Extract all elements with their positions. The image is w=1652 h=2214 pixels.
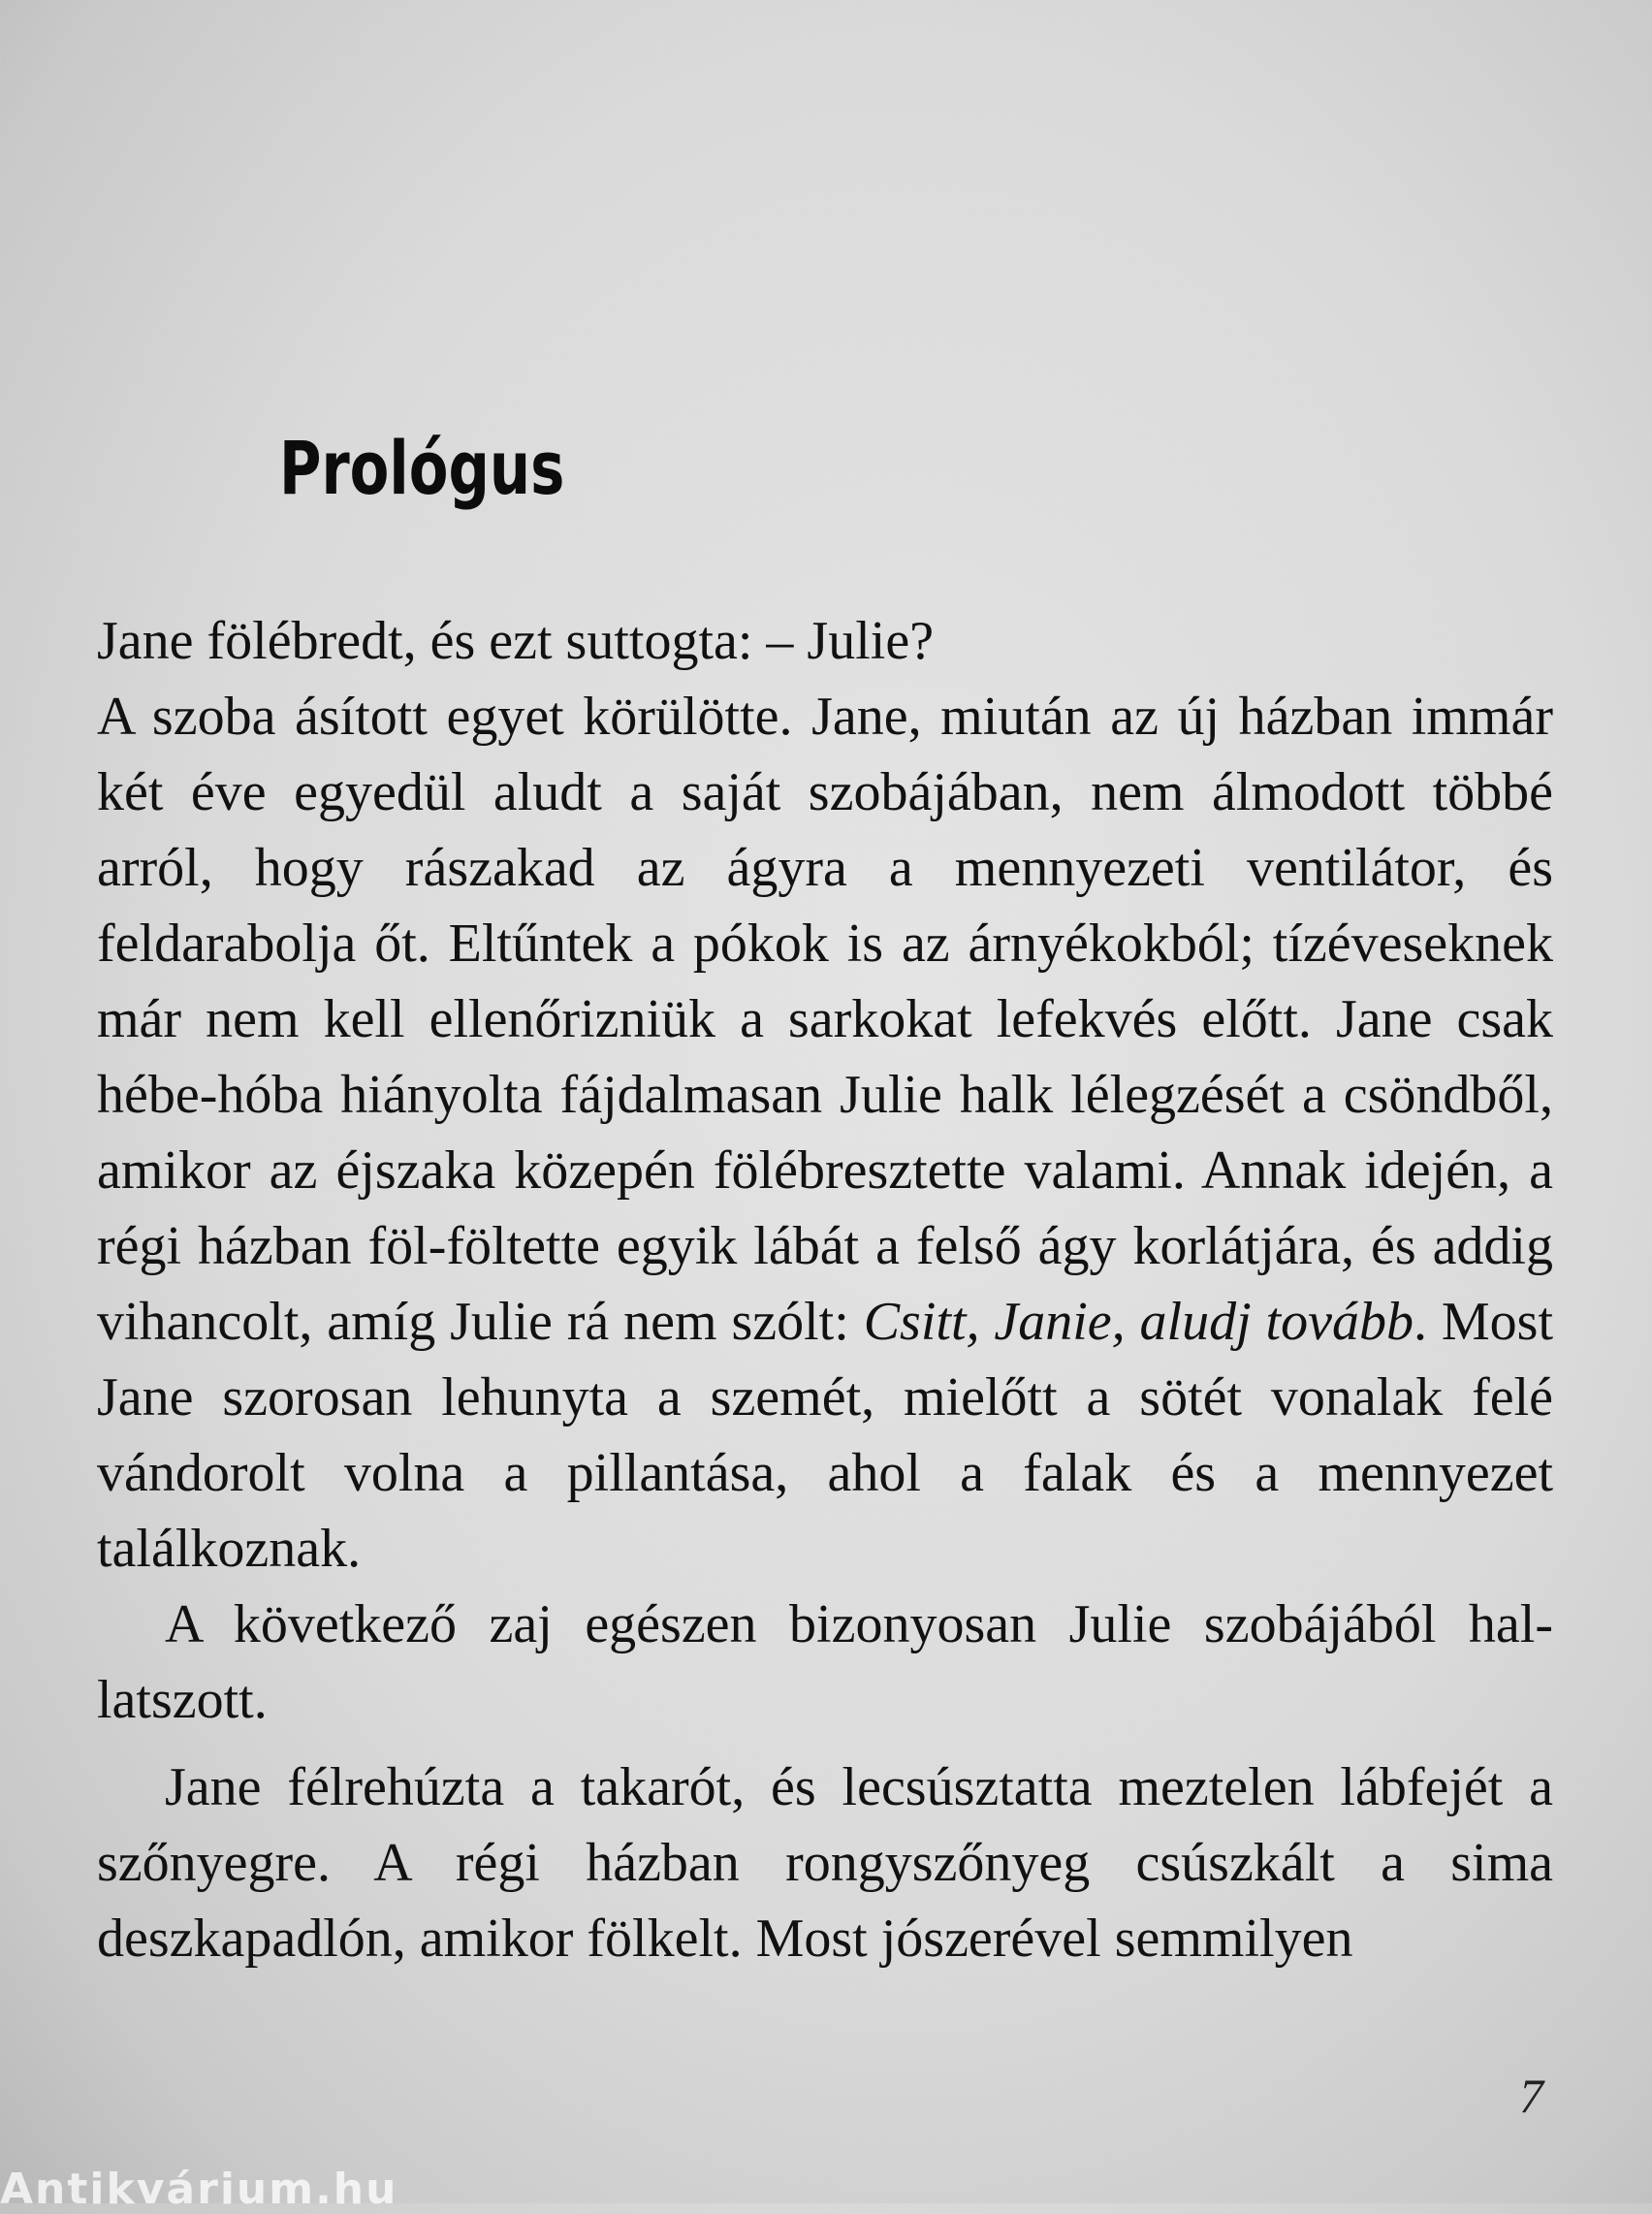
paragraph-3: A következő zaj egészen bizonyosan Julie szobájából hallatszott. — [97, 1594, 1553, 1730]
page-number: 7 — [1519, 2069, 1543, 2123]
chapter-title: Prológus — [279, 425, 565, 511]
body-text — [97, 603, 1553, 1976]
italic-phrase: Csitt, Janie, aludj tovább — [863, 1292, 1414, 1352]
paragraph-4: Jane félrehúzta a takarót, és lecsúsztatta meztelen lábfejét a szőnyegre. A régi házban rongyszőnyeg csúszkált a sima deszkapadlón, amikor fölkelt. Most jószerével semmilyen — [97, 1757, 1553, 1969]
watermark: Antikvárium.hu — [0, 2165, 398, 2214]
paragraph-2-end: . Most Jane szorosan lehunyta a szemét, mielőtt a sötét vonalak felé vándorolt volna a pillantása, ahol a falak és a mennyezet találkoznak. — [97, 1292, 1553, 1579]
paragraph-2 — [97, 679, 1553, 1587]
show-through-text — [109, 0, 1553, 679]
paragraph-1: Jane fölébredt, és ezt suttogta: – Julie? — [97, 611, 935, 671]
paragraph-2-start: A szoba ásított egyet körülötte. Jane, miután az új házban immár két éve egyedül aludt a saját szobájában, nem álmodott többé arról, hogy rászakad az ágyra a mennyezeti ventilátor, és feldarabolja őt. Eltűntek a pókok is az árnyékokból; tízéveseknek már nem kell ellenőrizniük a sarkokat lefekvés előtt. Jane csak hébe-hóba hiányolta fájdalmasan Julie halk lélegzését a csöndből, amikor az éjszaka közepén fölébresztette valami. Annak idején, a régi házban föl-föltette egyik lábát a felső ágy korlátjára, és addig vihancolt, amíg Julie rá nem szólt: — [97, 687, 1553, 1352]
